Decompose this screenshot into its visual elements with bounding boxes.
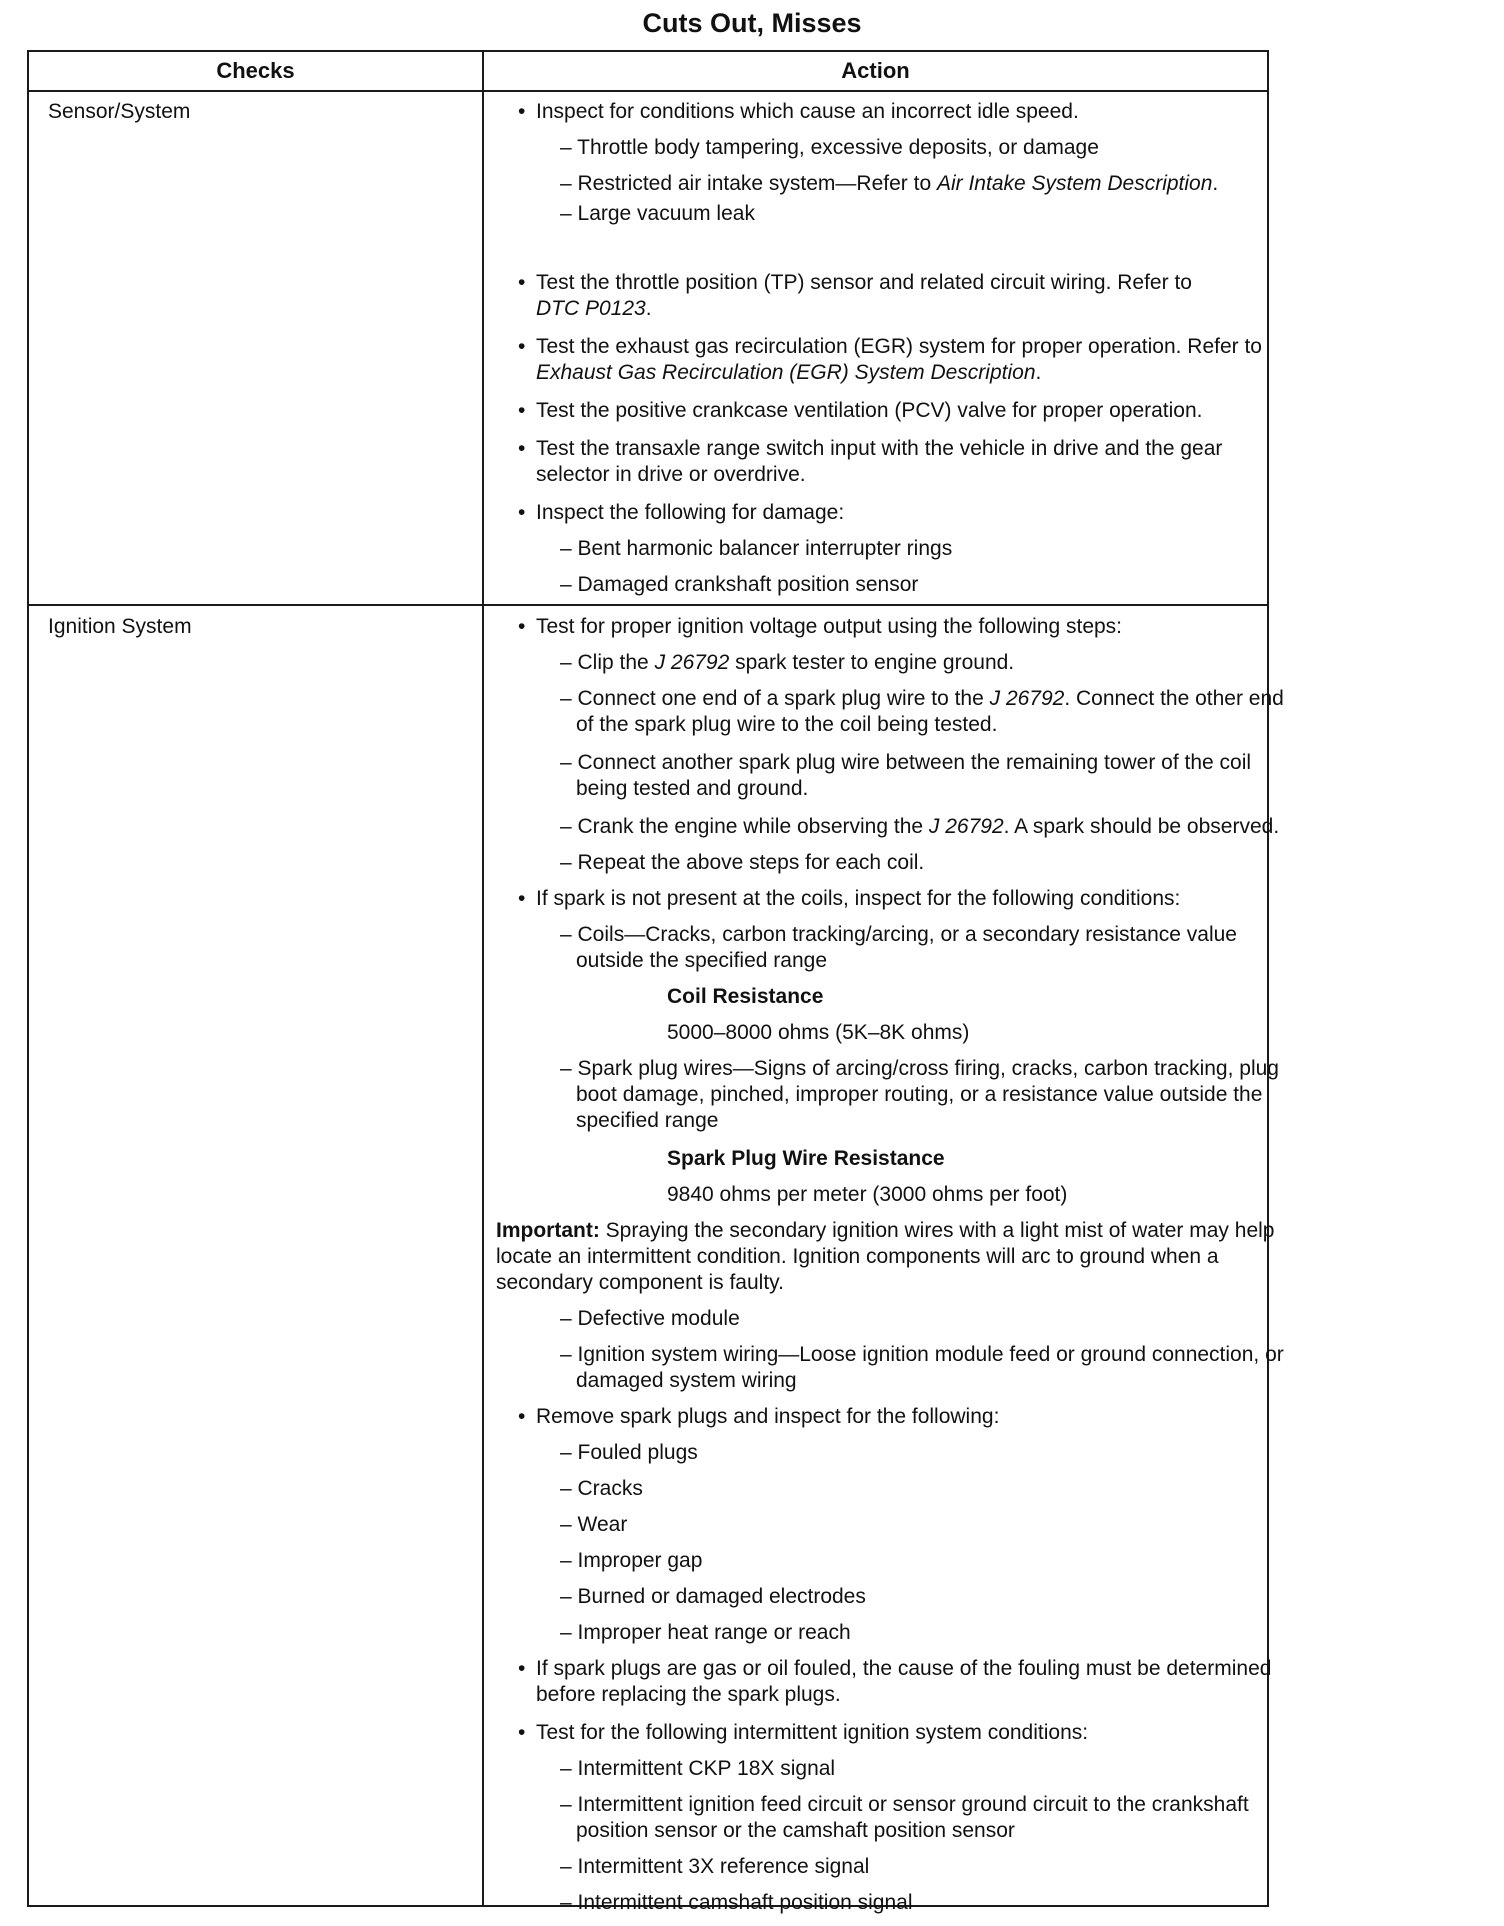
action-subline: – Spark plug wires—Signs of arcing/cross firing, cracks, carbon tracking, plug — [560, 1057, 1279, 1080]
action-subline: – Bent harmonic balancer interrupter rings — [560, 537, 953, 560]
action-subline: – Crank the engine while observing the J 26792. A spark should be observed. — [560, 815, 1280, 838]
action-subline: – Restricted air intake system—Refer to Air Intake System Description. — [560, 172, 1219, 195]
action-subline: – Connect one end of a spark plug wire to the J 26792. Connect the other end — [560, 687, 1284, 710]
tool-ref: J 26792 — [654, 651, 730, 674]
bullet: • — [518, 1721, 526, 1744]
action-line: Test the exhaust gas recirculation (EGR) system for proper operation. Refer to — [536, 335, 1262, 358]
action-subline: boot damage, pinched, improper routing, or a resistance value outside the — [576, 1083, 1263, 1106]
bullet: • — [518, 271, 526, 294]
action-subline: – Ignition system wiring—Loose ignition module feed or ground connection, or — [560, 1343, 1284, 1366]
action-subline: being tested and ground. — [576, 777, 809, 800]
list-item: – Improper heat range or reach — [560, 1621, 851, 1644]
important-note: secondary component is faulty. — [496, 1271, 784, 1294]
spec-value: 5000–8000 ohms (5K–8K ohms) — [667, 1021, 970, 1044]
row-divider — [29, 604, 1267, 606]
action-line: before replacing the spark plugs. — [536, 1683, 841, 1706]
header-checks: Checks — [216, 58, 295, 83]
check-sensor-system: Sensor/System — [48, 100, 191, 123]
action-subline: position sensor or the camshaft position sensor — [576, 1819, 1015, 1842]
table-header — [29, 52, 1267, 92]
bullet: • — [518, 501, 526, 524]
bullet: • — [518, 887, 526, 910]
bullet: • — [518, 1657, 526, 1680]
action-subline: – Damaged crankshaft position sensor — [560, 573, 919, 596]
action-line: Remove spark plugs and inspect for the following: — [536, 1405, 1000, 1428]
bullet: • — [518, 437, 526, 460]
action-line: Test for proper ignition voltage output using the following steps: — [536, 615, 1123, 638]
bullet: • — [518, 1405, 526, 1428]
action-subline: – Clip the J 26792 spark tester to engine ground. — [560, 651, 1015, 674]
bullet: • — [518, 100, 526, 123]
diagnostic-table — [27, 50, 1284, 1914]
tool-ref: J 26792 — [989, 687, 1065, 710]
action-subline: specified range — [576, 1109, 719, 1132]
list-item: – Fouled plugs — [560, 1441, 698, 1464]
action-subline: – Intermittent camshaft position signal — [560, 1891, 913, 1914]
action-line: selector in drive or overdrive. — [536, 463, 806, 486]
action-line: DTC P0123. — [536, 297, 652, 320]
spec-label: Spark Plug Wire Resistance — [667, 1147, 945, 1170]
action-subline: – Repeat the above steps for each coil. — [560, 851, 925, 874]
column-divider — [482, 52, 484, 1905]
list-item: – Burned or damaged electrodes — [560, 1585, 866, 1608]
action-subline: – Coils—Cracks, carbon tracking/arcing, or a secondary resistance value — [560, 923, 1237, 946]
action-subline: – Throttle body tampering, excessive deposits, or damage — [560, 136, 1099, 159]
action-line: Test the positive crankcase ventilation (PCV) valve for proper operation. — [536, 399, 1203, 422]
reference-link: Air Intake System Description — [936, 172, 1213, 195]
action-subline: damaged system wiring — [576, 1369, 797, 1392]
action-subline: – Intermittent 3X reference signal — [560, 1855, 870, 1878]
action-line: Inspect the following for damage: — [536, 501, 845, 524]
list-item: – Improper gap — [560, 1549, 703, 1572]
action-subline: – Intermittent CKP 18X signal — [560, 1757, 836, 1780]
spec-label: Coil Resistance — [667, 985, 824, 1008]
tool-ref: J 26792 — [928, 815, 1004, 838]
action-line: If spark plugs are gas or oil fouled, the cause of the fouling must be determined — [536, 1657, 1272, 1680]
action-subline: – Defective module — [560, 1307, 740, 1330]
important-note: locate an intermittent condition. Ignition components will arc to ground when a — [496, 1245, 1219, 1268]
header-action: Action — [841, 58, 910, 83]
bullet: • — [518, 399, 526, 422]
action-subline: – Connect another spark plug wire between the remaining tower of the coil — [560, 751, 1252, 774]
list-item: – Wear — [560, 1513, 628, 1536]
action-line: Test for the following intermittent ignition system conditions: — [536, 1721, 1089, 1744]
action-line: Inspect for conditions which cause an incorrect idle speed. — [536, 100, 1079, 123]
action-subline: – Intermittent ignition feed circuit or sensor ground circuit to the crankshaft — [560, 1793, 1249, 1816]
important-note: Important: Spraying the secondary ignition wires with a light mist of water may help — [496, 1219, 1275, 1242]
list-item: – Cracks — [560, 1477, 643, 1500]
check-ignition-system: Ignition System — [48, 615, 192, 638]
spec-value: 9840 ohms per meter (3000 ohms per foot) — [667, 1183, 1068, 1206]
action-subline: – Large vacuum leak — [560, 202, 755, 225]
action-line: Exhaust Gas Recirculation (EGR) System Description. — [536, 361, 1042, 384]
action-subline: of the spark plug wire to the coil being tested. — [576, 713, 998, 736]
action-line: If spark is not present at the coils, inspect for the following conditions: — [536, 887, 1181, 910]
action-subline: outside the specified range — [576, 949, 828, 972]
action-line: Test the throttle position (TP) sensor and related circuit wiring. Refer to — [536, 271, 1192, 294]
bullet: • — [518, 335, 526, 358]
page-title: Cuts Out, Misses — [642, 8, 862, 38]
bullet: • — [518, 615, 526, 638]
action-line: Test the transaxle range switch input with the vehicle in drive and the gear — [536, 437, 1223, 460]
